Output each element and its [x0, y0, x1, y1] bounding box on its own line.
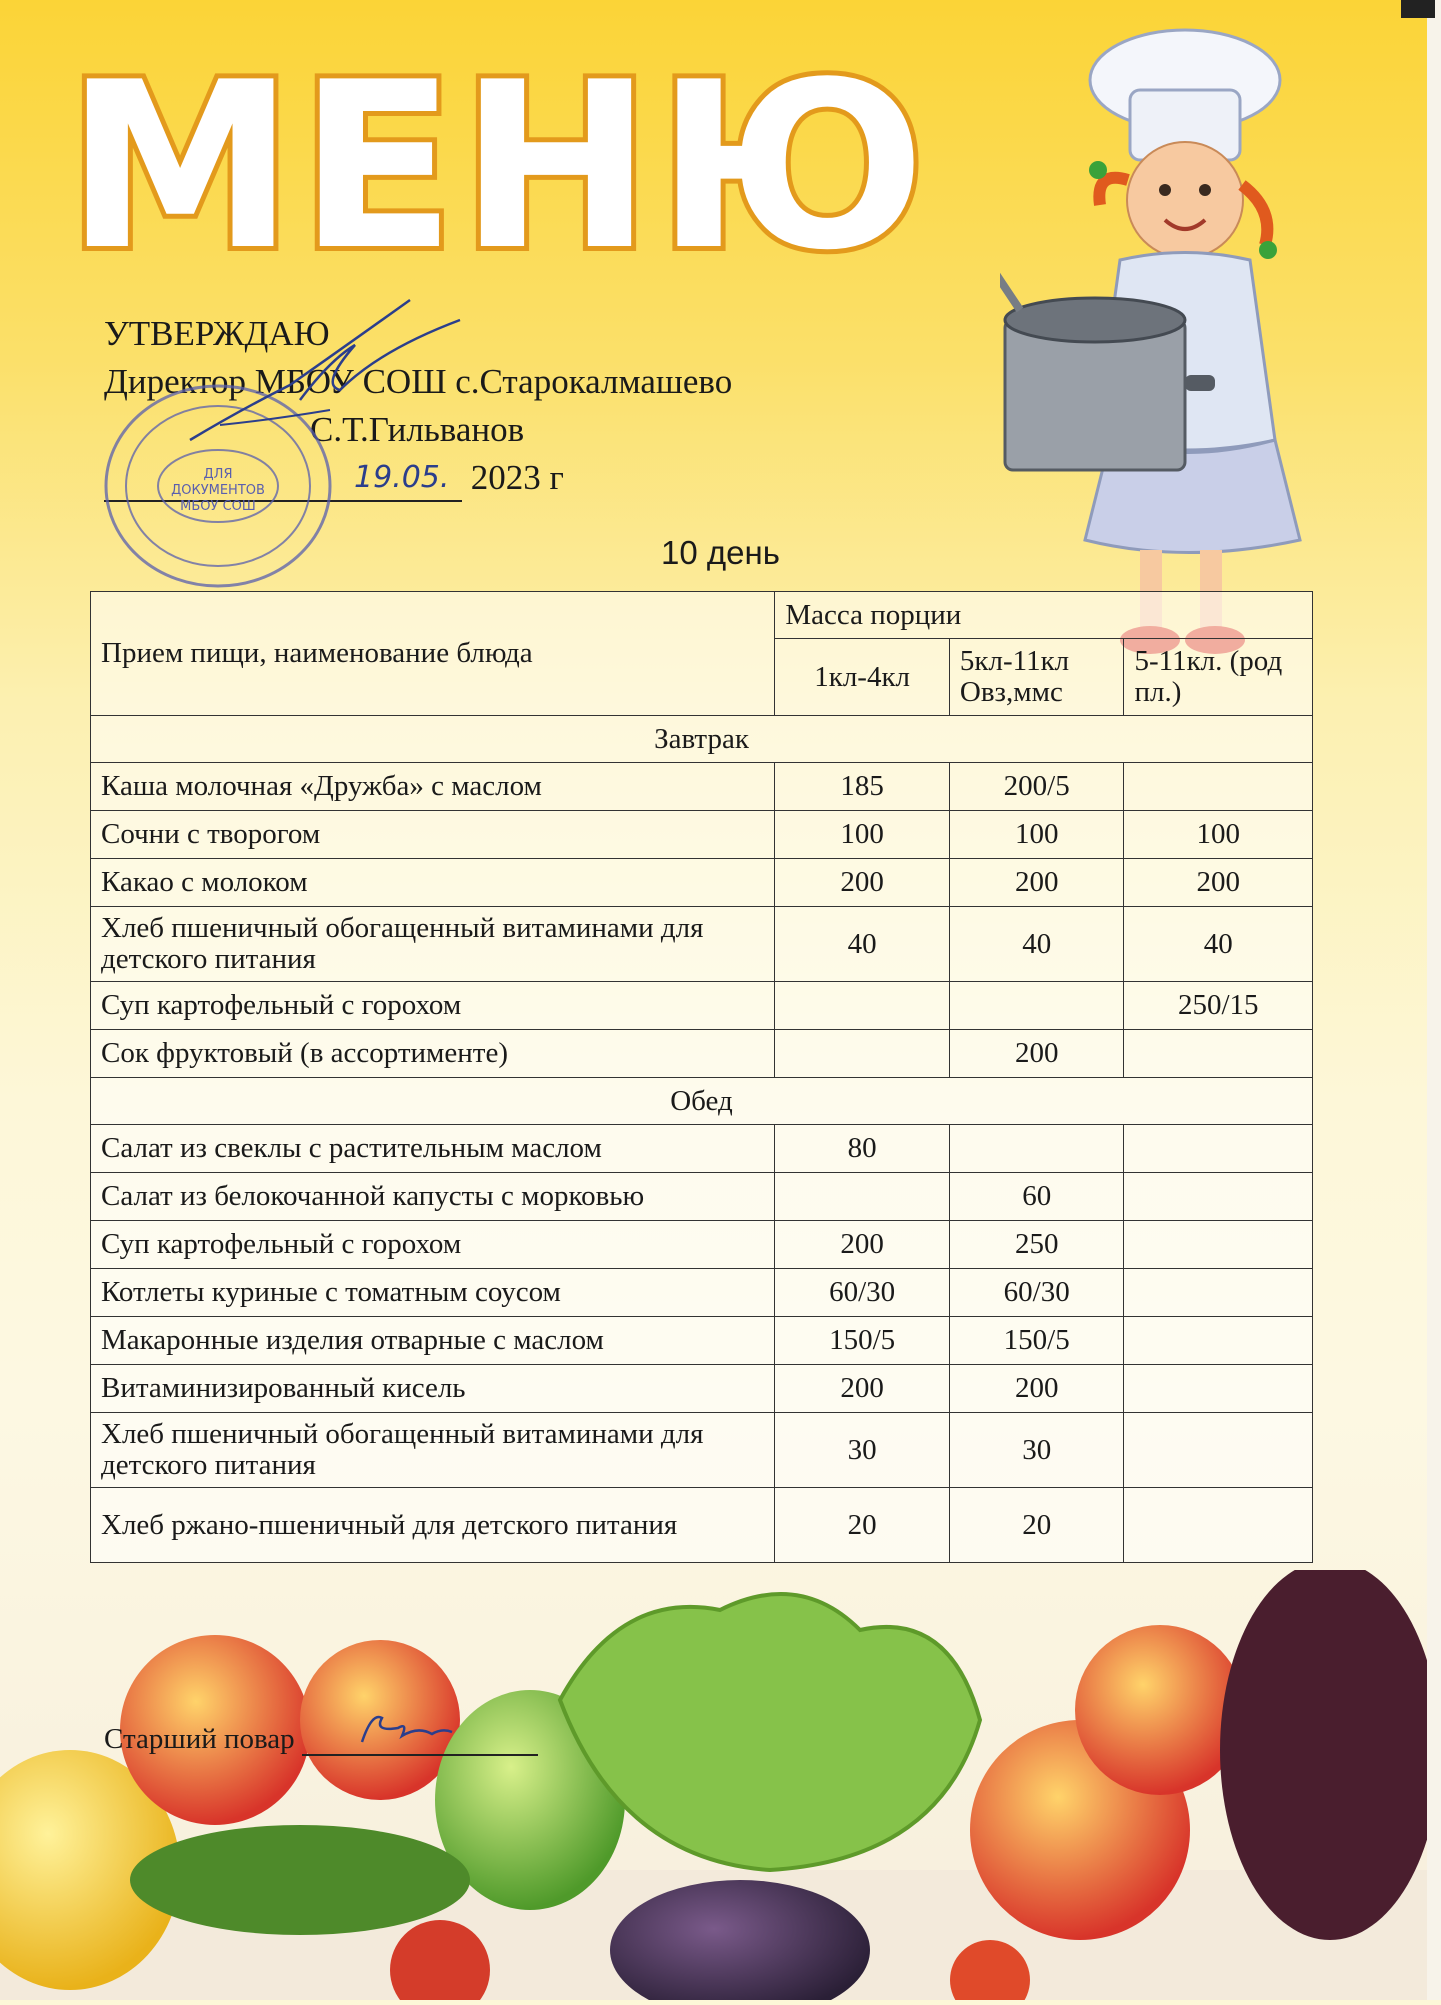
- portion-cell: 250/15: [1124, 982, 1313, 1030]
- subheader-grade-1-4: 1кл-4кл: [775, 639, 950, 716]
- approval-name: С.Т.Гильванов: [310, 410, 525, 449]
- director-signature: [180, 290, 470, 460]
- table-row: [91, 859, 1313, 907]
- portion-cell: 100: [775, 811, 950, 859]
- scan-edge: [1427, 0, 1441, 2000]
- menu-title-art: [48, 54, 948, 284]
- vegetables-illustration: [0, 1570, 1427, 2000]
- table-row: [91, 1221, 1313, 1269]
- portion-cell: [1124, 1317, 1313, 1365]
- dish-name-cell: Каша молочная «Дружба» с маслом: [91, 763, 775, 811]
- approval-year: 2023 г: [470, 458, 564, 497]
- section-title: Завтрак: [91, 716, 1313, 763]
- svg-text:МБОУ СОШ: МБОУ СОШ: [180, 499, 256, 514]
- table-row: [91, 1269, 1313, 1317]
- portion-cell: 200: [1124, 859, 1313, 907]
- portion-cell: 60/30: [949, 1269, 1124, 1317]
- portion-cell: 150/5: [949, 1317, 1124, 1365]
- approval-heading: УТВЕРЖДАЮ: [104, 314, 330, 353]
- portion-cell: 200: [949, 859, 1124, 907]
- portion-cell: [775, 982, 950, 1030]
- dish-name-cell: Макаронные изделия отварные с маслом: [91, 1317, 775, 1365]
- section-row: [91, 1078, 1313, 1125]
- table-row: [91, 1413, 1313, 1488]
- dish-name-cell: Хлеб пшеничный обогащенный витаминами для детского питания: [91, 907, 775, 982]
- portion-cell: [775, 1030, 950, 1078]
- section-row: [91, 716, 1313, 763]
- portion-cell: [949, 982, 1124, 1030]
- portion-cell: [1124, 1269, 1313, 1317]
- menu-table: [90, 591, 1313, 1563]
- portion-cell: 60: [949, 1173, 1124, 1221]
- scan-corner: [1401, 0, 1435, 18]
- dish-name-cell: Салат из свеклы с растительным маслом: [91, 1125, 775, 1173]
- dish-name-cell: Сок фруктовый (в ассортименте): [91, 1030, 775, 1078]
- subheader-grade-5-11-paid: 5-11кл. (род пл.): [1124, 639, 1313, 716]
- portion-cell: [1124, 763, 1313, 811]
- table-row: [91, 1125, 1313, 1173]
- table-header-row: [91, 592, 1313, 639]
- svg-text:ДОКУМЕНТОВ: ДОКУМЕНТОВ: [171, 483, 265, 498]
- subheader-grade-5-11: 5кл-11кл Овз,ммс: [949, 639, 1124, 716]
- portion-cell: 100: [1124, 811, 1313, 859]
- portion-cell: 250: [949, 1221, 1124, 1269]
- portion-cell: 200: [949, 1030, 1124, 1078]
- dish-name-cell: Хлеб ржано-пшеничный для детского питания: [91, 1488, 775, 1563]
- portion-cell: 40: [949, 907, 1124, 982]
- portion-cell: [1124, 1365, 1313, 1413]
- portion-cell: 30: [775, 1413, 950, 1488]
- table-row: [91, 1173, 1313, 1221]
- dish-name-cell: Котлеты куриные с томатным соусом: [91, 1269, 775, 1317]
- portion-cell: [1124, 1221, 1313, 1269]
- portion-cell: 150/5: [775, 1317, 950, 1365]
- table-row: [91, 907, 1313, 982]
- portion-cell: 200: [775, 1221, 950, 1269]
- portion-cell: 40: [1124, 907, 1313, 982]
- portion-cell: [775, 1173, 950, 1221]
- dish-name-cell: Сочни с творогом: [91, 811, 775, 859]
- header-portion-mass: Масса порции: [775, 592, 1313, 639]
- dish-name-cell: Салат из белокочанной капусты с морковью: [91, 1173, 775, 1221]
- table-row: [91, 1317, 1313, 1365]
- portion-cell: 20: [775, 1488, 950, 1563]
- portion-cell: 200: [775, 1365, 950, 1413]
- portion-cell: 200/5: [949, 763, 1124, 811]
- portion-cell: 80: [775, 1125, 950, 1173]
- table-row: [91, 1030, 1313, 1078]
- menu-title: [48, 54, 948, 284]
- portion-cell: 30: [949, 1413, 1124, 1488]
- day-label: 10 день: [661, 534, 780, 571]
- approval-date-handwritten: 19.05.: [354, 460, 450, 495]
- portion-cell: [1124, 1173, 1313, 1221]
- table-row: [91, 811, 1313, 859]
- portion-cell: 185: [775, 763, 950, 811]
- dish-name-cell: Хлеб пшеничный обогащенный витаминами для детского питания: [91, 1413, 775, 1488]
- dish-name-cell: Суп картофельный с горохом: [91, 982, 775, 1030]
- portion-cell: 40: [775, 907, 950, 982]
- portion-cell: [949, 1125, 1124, 1173]
- portion-cell: [1124, 1125, 1313, 1173]
- dish-name-cell: Витаминизированный кисель: [91, 1365, 775, 1413]
- section-title: Обед: [91, 1078, 1313, 1125]
- cook-signature: [302, 1708, 538, 1748]
- svg-text:ДЛЯ: ДЛЯ: [203, 467, 233, 482]
- footer-cook-label: Старший повар: [104, 1723, 295, 1755]
- footer-signature-line: [302, 1722, 538, 1756]
- portion-cell: 200: [775, 859, 950, 907]
- portion-cell: 60/30: [775, 1269, 950, 1317]
- chef-illustration: [1000, 20, 1330, 680]
- dish-name-cell: Суп картофельный с горохом: [91, 1221, 775, 1269]
- dish-name-cell: Какао с молоком: [91, 859, 775, 907]
- table-row: [91, 982, 1313, 1030]
- portion-cell: 100: [949, 811, 1124, 859]
- table-row: [91, 1488, 1313, 1563]
- table-row: [91, 763, 1313, 811]
- portion-cell: [1124, 1413, 1313, 1488]
- portion-cell: 200: [949, 1365, 1124, 1413]
- portion-cell: [1124, 1030, 1313, 1078]
- footer-cook: [104, 1722, 538, 1756]
- portion-cell: [1124, 1488, 1313, 1563]
- header-dish: Прием пищи, наименование блюда: [91, 592, 775, 716]
- table-row: [91, 1365, 1313, 1413]
- menu-title-text: МЕНЮ: [65, 54, 931, 284]
- approval-director: Директор МБОУ СОШ с.Старокалмашево: [104, 362, 733, 401]
- portion-cell: 20: [949, 1488, 1124, 1563]
